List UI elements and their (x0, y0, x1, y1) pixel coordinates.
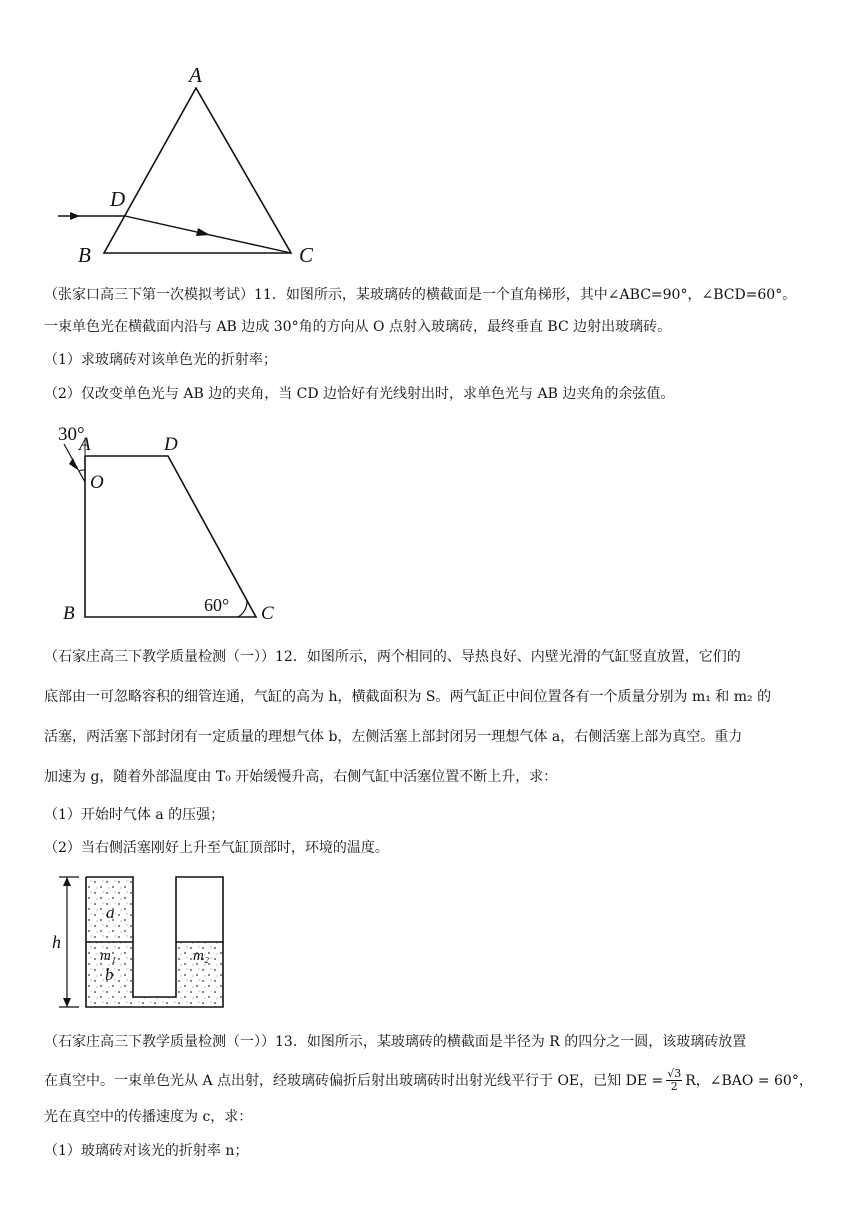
angle-30-arc (79, 470, 85, 471)
q12-line-2: 底部由一可忽略容积的细管连通，气缸的高为 h，横截面积为 S。两气缸正中间位置各有一个质量分别为 m₁ 和 m₂ 的 (44, 689, 772, 705)
label-a: A (79, 434, 91, 455)
label-h: h (52, 932, 61, 952)
label-d: D (110, 187, 126, 211)
q11-sub-1: （1）求玻璃砖对该单色光的折射率； (44, 352, 277, 368)
label-d: D (164, 434, 178, 455)
fraction-numerator: √3 (667, 1067, 682, 1080)
q11-line-2: 一束单色光在横截面内沿与 AB 边成 30°角的方向从 O 点射入玻璃砖，最终垂直 BC 边射出玻璃砖。 (44, 319, 672, 335)
label-a: a (106, 903, 115, 922)
label-m1: m₁ (100, 948, 117, 964)
q11-line-1: （张家口高三下第一次模拟考试）11．如图所示，某玻璃砖的横截面是一个直角梯形，其中∠ABC=90°，∠BCD=60°。 (44, 287, 797, 303)
q13-line-1: （石家庄高三下教学质量检测（一））13．如图所示，某玻璃砖的横截面是半径为 R 的四分之一圆，该玻璃砖放置 (44, 1034, 747, 1050)
q13-line-2-post: R，∠BAO = 60°， (685, 1072, 813, 1089)
q12-line-1: （石家庄高三下教学质量检测（一））12．如图所示，两个相同的、导热良好、内壁光滑的气缸竖直放置，它们的 (44, 649, 741, 665)
trapezoid-diagram (50, 418, 290, 630)
cylinder-figure (45, 868, 245, 1014)
q12-line-4: 加速为 g，随着外部温度由 T₀ 开始缓慢升高，右侧气缸中活塞位置不断上升，求： (44, 769, 558, 785)
q11-sub-2: （2）仅改变单色光与 AB 边的夹角，当 CD 边恰好有光线射出时，求单色光与 AB 边夹角的余弦值。 (44, 386, 675, 402)
incident-arrow (70, 212, 80, 220)
height-arrow-up (63, 877, 71, 886)
triangle-abc (104, 88, 291, 253)
q12-line-3: 活塞，两活塞下部封闭有一定质量的理想气体 b，左侧活塞上部封闭另一理想气体 a，右侧活塞上部为真空。重力 (44, 729, 743, 745)
q13-line-2-pre: 在真空中。一束单色光从 A 点出射，经玻璃砖偏折后射出玻璃砖时出射光线平行于 OE，已知 DE = (44, 1072, 664, 1089)
fraction (666, 1068, 682, 1093)
label-a: A (189, 63, 202, 87)
label-c: C (299, 243, 314, 267)
incident-arrow-o (69, 458, 78, 470)
triangle-diagram (50, 60, 330, 270)
label-o: O (90, 472, 104, 493)
q13-line-2 (44, 1068, 820, 1093)
fraction-denominator: 2 (670, 1080, 678, 1093)
q13-line-3: 光在真空中的传播速度为 c，求： (44, 1109, 253, 1125)
angle-60-arc (238, 601, 247, 617)
trapezoid-abcd (85, 456, 256, 617)
label-b: b (105, 965, 114, 984)
label-c: C (261, 603, 274, 624)
label-b: B (63, 603, 75, 624)
trapezoid-figure (50, 418, 290, 630)
label-b: B (78, 243, 91, 267)
cylinder-diagram (45, 868, 245, 1014)
label-60: 60° (204, 595, 230, 615)
label-30: 30° (58, 424, 85, 445)
height-arrow-down (63, 998, 71, 1007)
refracted-arrow (196, 228, 210, 236)
q12-sub-2: （2）当右侧活塞刚好上升至气缸顶部时，环境的温度。 (44, 840, 389, 856)
triangle-figure (50, 60, 330, 270)
q12-sub-1: （1）开始时气体 a 的压强； (44, 807, 225, 823)
connecting-tube-gas (133, 997, 176, 1007)
label-m2: m₂ (193, 948, 210, 964)
q13-sub-1: （1）玻璃砖对该光的折射率 n； (44, 1143, 249, 1159)
